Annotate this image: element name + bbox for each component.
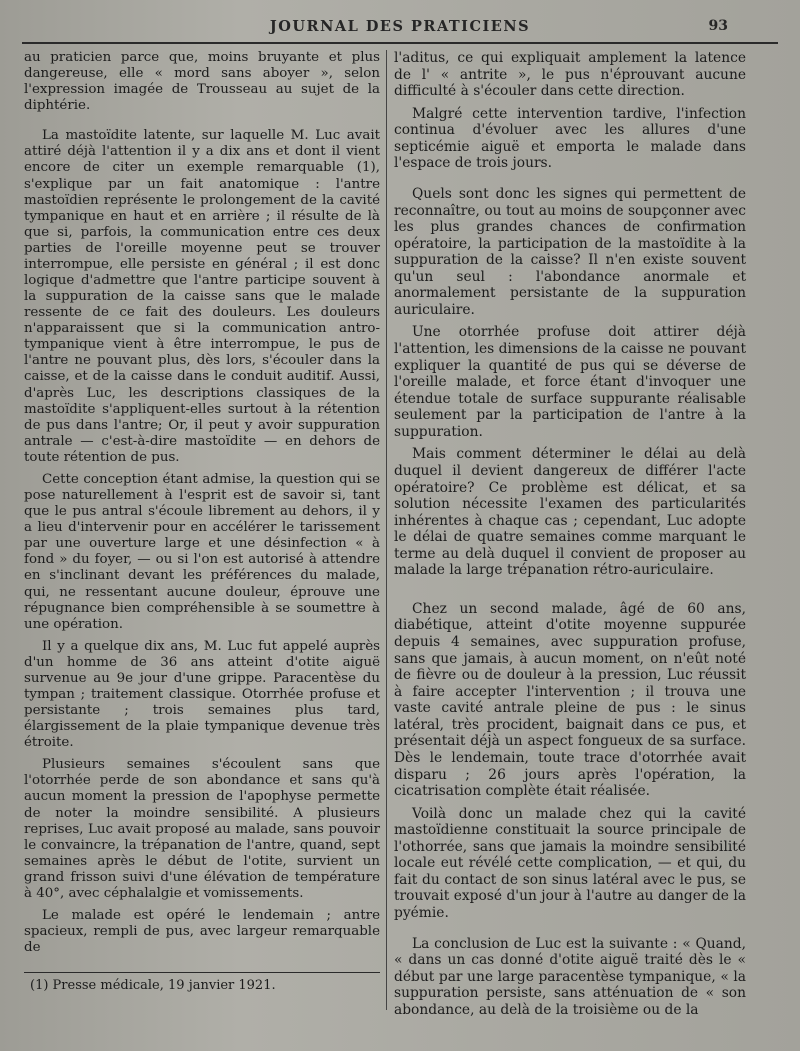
paragraph: Cette conception étant admise, la question qui se pose naturellement à l'esprit est de savoir si, tant que le pus antral s'écoule librement au dehors, il y a lieu d'intervenir pour en accélérer le tarissement par une ouverture large et une désinfection « à fond » du foyer, — ou si l'on est autorisé à attendre en s'inclinant devant les préférences du malade, qui, ne ressentant aucune douleur, éprouve une répugnance bien compréhensible à se soumettre à une opération. xyxy=(24,471,380,632)
paragraph: Chez un second malade, âgé de 60 ans, diabétique, atteint d'otite moyenne suppurée depuis 4 semaines, avec suppuration profuse, sans que jamais, à aucun moment, on n'eût noté de fièvre ou de douleur à la pression, Luc réussit à faire accepter l'intervention ; il trouva une vaste cavité antrale pleine de pus : le sinus latéral, très procident, baignait dans ce pus, et présentait déjà un aspect fongueux de sa surface. Dès le lendemain, toute trace d'otorrhée avait disparu ; 26 jours après l'opération, la cicatrisation complète était réalisée. xyxy=(394,600,746,800)
footnote: (1) Presse médicale, 19 janvier 1921. xyxy=(30,978,276,993)
paragraph: Voilà donc un malade chez qui la cavité mastoïdienne constituait la source principale de l'othorrée, sans que jamais la moindre sensibilité locale eut révélé cette complication, — et qui, du fait du contact de son sinus latéral avec le pus, se trouvait exposé d'un jour à l'autre au danger de la pyémie. xyxy=(394,805,746,921)
paragraph: Le malade est opéré le lendemain ; antre spacieux, rempli de pus, avec largeur remarquable de xyxy=(24,907,380,956)
page-number: 93 xyxy=(708,18,728,34)
paragraph: au praticien parce que, moins bruyante et plus dangereuse, elle « mord sans aboyer », selon l'expression imagée de Trousseau au sujet de la diphtérie. xyxy=(24,50,380,114)
paragraph: Plusieurs semaines s'écoulent sans que l'otorrhée perde de son abondance et sans qu'à aucun moment la pression de l'apophyse permette de noter la moindre sensibilité. A plusieurs reprises, Luc avait proposé au malade, sans pouvoir le convaincre, la trépanation de l'antre, quand, sept semaines après le début de l'otite, survient un grand frisson suivi d'une élévation de température à 40°, avec céphalalgie et vomissements. xyxy=(24,757,380,901)
footnote-rule xyxy=(24,972,380,973)
paragraph: l'aditus, ce qui expliquait amplement la latence de l' « antrite », le pus n'éprouvant aucune difficulté à s'écouler dans cette direction. xyxy=(394,50,746,100)
right-column xyxy=(394,50,746,1024)
paragraph: Quels sont donc les signes qui permettent de reconnaître, ou tout au moins de soupçonner avec les plus grandes chances de confirmation opératoire, la participation de la mastoïdite à la suppuration de la caisse? Il n'en existe souvent qu'un seul : l'abondance anormale et anormalement persistante de la suppuration auriculaire. xyxy=(394,185,746,318)
paragraph: Il y a quelque dix ans, M. Luc fut appelé auprès d'un homme de 36 ans atteint d'otite aiguë survenue au 9e jour d'une grippe. Paracentèse du tympan ; traitement classique. Otorrhée profuse et persistante ; trois semaines plus tard, élargissement de la plaie tympanique devenue très étroite. xyxy=(24,638,380,751)
journal-title: JOURNAL DES PRATICIENS xyxy=(269,18,531,35)
paragraph: La conclusion de Luc est la suivante : « Quand, « dans un cas donné d'otite aiguë traité dès le « début par une large paracentèse tympanique, « la suppuration persiste, sans atténuation de « son abondance, au delà de la troisième ou de la xyxy=(394,935,746,1018)
paragraph: Une otorrhée profuse doit attirer déjà l'attention, les dimensions de la caisse ne pouvant expliquer la quantité de pus qui se déverse de l'oreille malade, et force étant d'invoquer une étendue totale de surface suppurante réalisable seulement par la participation de l'antre à la suppuration. xyxy=(394,324,746,440)
paragraph: Malgré cette intervention tardive, l'infection continua d'évoluer avec les allures d'une septicémie aiguë et emporta le malade dans l'espace de trois jours. xyxy=(394,105,746,172)
page-header xyxy=(0,14,800,44)
left-column xyxy=(24,50,380,962)
column-divider xyxy=(386,50,387,1010)
header-rule xyxy=(22,42,778,44)
paragraph: Mais comment déterminer le délai au delà duquel il devient dangereux de différer l'acte opératoire? Ce problème est délicat, et sa solution nécessite l'examen des particularités inhérentes à chaque cas ; cependant, Luc adopte le délai de quatre semaines comme marquant le terme au delà duquel il convient de proposer au malade la large trépanation rétro-auriculaire. xyxy=(394,446,746,579)
paragraph: La mastoïdite latente, sur laquelle M. Luc avait attiré déjà l'attention il y a dix ans et dont il vient encore de citer un exemple remarquable (1), s'explique par un fait anatomique : l'antre mastoïdien représente le prolongement de la cavité tympanique en haut et en arrière ; il résulte de là que si, parfois, la communication entre ces deux parties de l'oreille moyenne peut se trouver interrompue, elle persiste en général ; il est donc logique d'admettre que l'antre participe souvent à la suppuration de la caisse sans que le malade ressente de ce fait des douleurs. Les douleurs n'apparaissent que si la communication antro-tympanique vient à être interrompue, le pus de l'antre ne pouvant plus, dès lors, s'écouler dans la caisse, et de la caisse dans le conduit auditif. Aussi, d'après Luc, les descriptions classiques de la mastoïdite s'appliquent-elles surtout à la rétention de pus dans l'antre; Or, il peut y avoir suppuration antrale — c'est-à-dire mastoïdite — en dehors de toute rétention de pus. xyxy=(24,128,380,465)
